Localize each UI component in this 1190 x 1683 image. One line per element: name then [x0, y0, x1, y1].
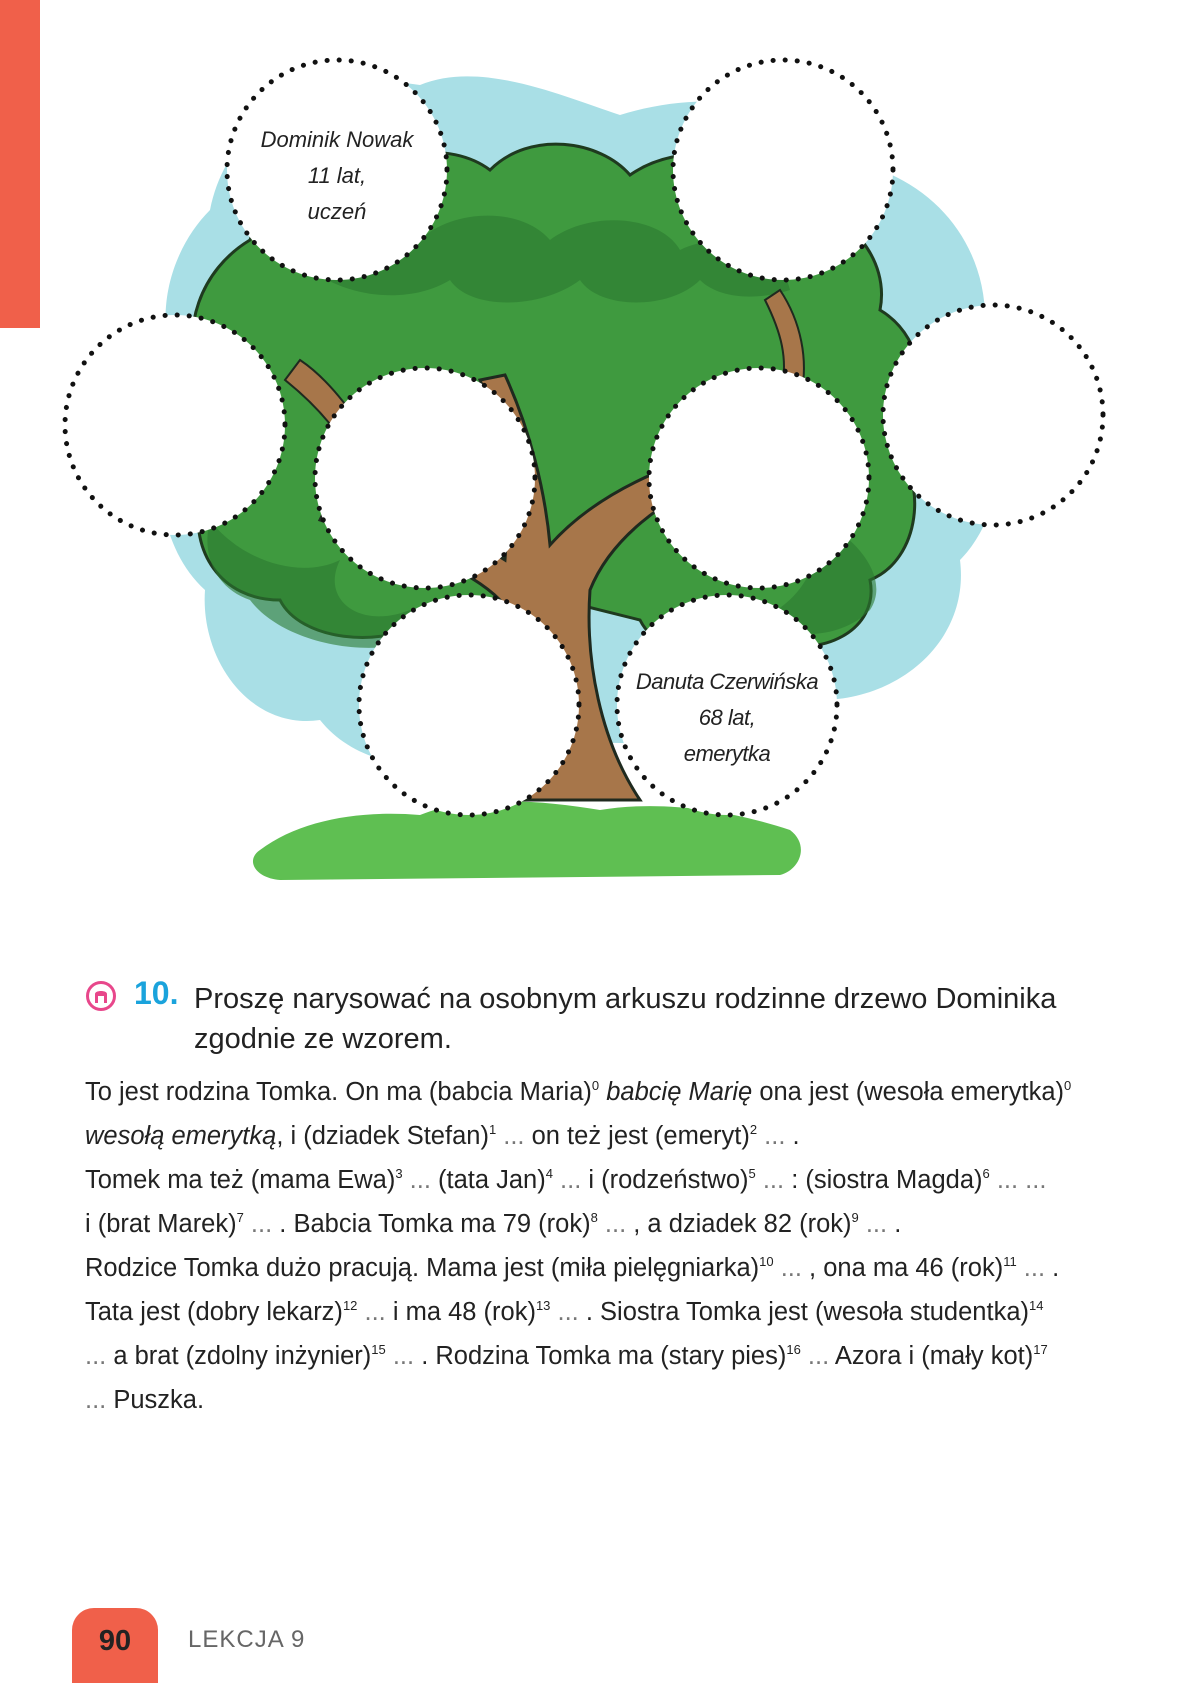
- blank-placeholder: ...: [496, 1122, 525, 1150]
- circle-label-top-left: [227, 122, 447, 230]
- exercise-text: , i (dziadek Stefan): [276, 1122, 489, 1150]
- circle-label-bottom-right: [617, 664, 837, 772]
- exercise-line: [85, 1290, 1115, 1334]
- blank-placeholder: ...: [550, 1298, 579, 1326]
- circle-line: Dominik Nowak: [260, 127, 414, 152]
- exercise-text: , ona ma 46 (rok): [801, 1254, 1004, 1282]
- exercise-text: i ma 48 (rok): [385, 1298, 536, 1326]
- exercise-text: i (brat Marek): [85, 1210, 237, 1238]
- circle-line: 11 lat,: [307, 163, 367, 188]
- exercise-text: a brat (zdolny inżynier): [106, 1342, 372, 1370]
- exercise-text: (tata Jan): [430, 1166, 546, 1194]
- footnote-number: 3: [395, 1166, 403, 1181]
- exercise-line: [85, 1202, 1115, 1246]
- footnote-number: 0: [1064, 1078, 1072, 1093]
- footnote-number: 14: [1029, 1298, 1044, 1313]
- circle-line: uczeń: [307, 199, 367, 224]
- blank-placeholder: ...: [85, 1342, 107, 1370]
- footnote-number: 4: [545, 1166, 553, 1181]
- exercise-text: .: [785, 1122, 800, 1150]
- blank-placeholder: ...: [402, 1166, 431, 1194]
- exercise-text: . Siostra Tomka jest (wesoła studentka): [578, 1298, 1029, 1326]
- writing-task-icon: [86, 981, 116, 1011]
- task-number: 10.: [134, 975, 179, 1011]
- footnote-number: 8: [590, 1210, 598, 1225]
- exercise-line: [85, 1334, 1115, 1378]
- example-answer: wesołą emerytką: [85, 1122, 277, 1150]
- exercise-line: [85, 1158, 1115, 1202]
- blank-placeholder: ...: [757, 1122, 786, 1150]
- exercise-line: [85, 1070, 1115, 1114]
- footnote-number: 12: [342, 1298, 358, 1313]
- exercise-text: . Rodzina Tomka ma (stary pies): [414, 1342, 787, 1370]
- circle-inner-right: [649, 368, 869, 588]
- circle-top-right: [673, 60, 893, 280]
- circle-line: Danuta Czerwińska: [635, 669, 819, 694]
- circle-bottom-left: [359, 595, 579, 815]
- footnote-number: 0: [591, 1078, 600, 1093]
- footnote-number: 2: [749, 1122, 758, 1137]
- blank-placeholder: ...: [357, 1298, 386, 1326]
- exercise-text: Puszka.: [106, 1386, 205, 1414]
- exercise-line: [85, 1378, 1115, 1422]
- exercise-text: : (siostra Magda): [784, 1166, 983, 1194]
- blank-placeholder: ... ...: [989, 1166, 1047, 1194]
- footnote-number: 15: [371, 1342, 386, 1357]
- blank-placeholder: ...: [755, 1166, 785, 1194]
- exercise-text: To jest rodzina Tomka. On ma (babcia Maria): [85, 1078, 592, 1106]
- blank-placeholder: ...: [597, 1210, 627, 1238]
- exercise-text: . Babcia Tomka ma 79 (rok): [272, 1210, 591, 1238]
- blank-placeholder: ...: [385, 1342, 415, 1370]
- exercise-text: ona jest (wesoła emerytka): [752, 1078, 1065, 1106]
- footnote-number: 17: [1033, 1342, 1048, 1357]
- exercise-text: Azora i (mały kot): [829, 1342, 1034, 1370]
- exercise-line: [85, 1246, 1115, 1290]
- blank-placeholder: ...: [243, 1210, 273, 1238]
- lesson-label: LEKCJA 9: [188, 1626, 306, 1653]
- exercise-line: [85, 1114, 1115, 1158]
- blank-placeholder: ...: [800, 1342, 830, 1370]
- circle-mid-right: [883, 305, 1103, 525]
- footnote-number: 6: [982, 1166, 990, 1181]
- blank-placeholder: ...: [552, 1166, 582, 1194]
- page-number: 90: [72, 1608, 158, 1683]
- footnote-number: 10: [759, 1254, 774, 1269]
- footnote-number: 11: [1003, 1254, 1017, 1269]
- blank-placeholder: ...: [85, 1386, 107, 1414]
- blank-placeholder: ...: [858, 1210, 888, 1238]
- exercise-text: on też jest (emeryt): [524, 1122, 750, 1150]
- exercise-text: Tomek ma też (mama Ewa): [85, 1166, 396, 1194]
- exercise-text: Rodzice Tomka dużo pracują. Mama jest (miła pielęgniarka): [85, 1254, 760, 1282]
- footnote-number: 16: [786, 1342, 801, 1357]
- blank-placeholder: ...: [1016, 1254, 1046, 1282]
- circle-inner-left: [315, 368, 535, 588]
- footnote-number: 7: [236, 1210, 244, 1225]
- exercise-text: .: [1045, 1254, 1060, 1282]
- circle-line: 68 lat,: [698, 705, 756, 730]
- exercise-text: i (rodzeństwo): [581, 1166, 749, 1194]
- circle-line: emerytka: [683, 741, 771, 766]
- exercise-text: .: [887, 1210, 902, 1238]
- task-instruction: Proszę narysować na osobnym arkuszu rodzinne drzewo Dominika zgodnie ze wzorem.: [194, 983, 1057, 1055]
- exercise-text: Tata jest (dobry lekarz): [85, 1298, 343, 1326]
- example-answer: babcię Marię: [606, 1078, 753, 1106]
- footnote-number: 13: [535, 1298, 551, 1313]
- circle-mid-left: [65, 315, 285, 535]
- footnote-number: 1: [488, 1122, 497, 1137]
- blank-placeholder: ...: [773, 1254, 802, 1282]
- exercise-text: , a dziadek 82 (rok): [626, 1210, 852, 1238]
- fill-in-exercise: [85, 1070, 1115, 1422]
- footnote-number: 5: [748, 1166, 756, 1181]
- footnote-number: 9: [851, 1210, 859, 1225]
